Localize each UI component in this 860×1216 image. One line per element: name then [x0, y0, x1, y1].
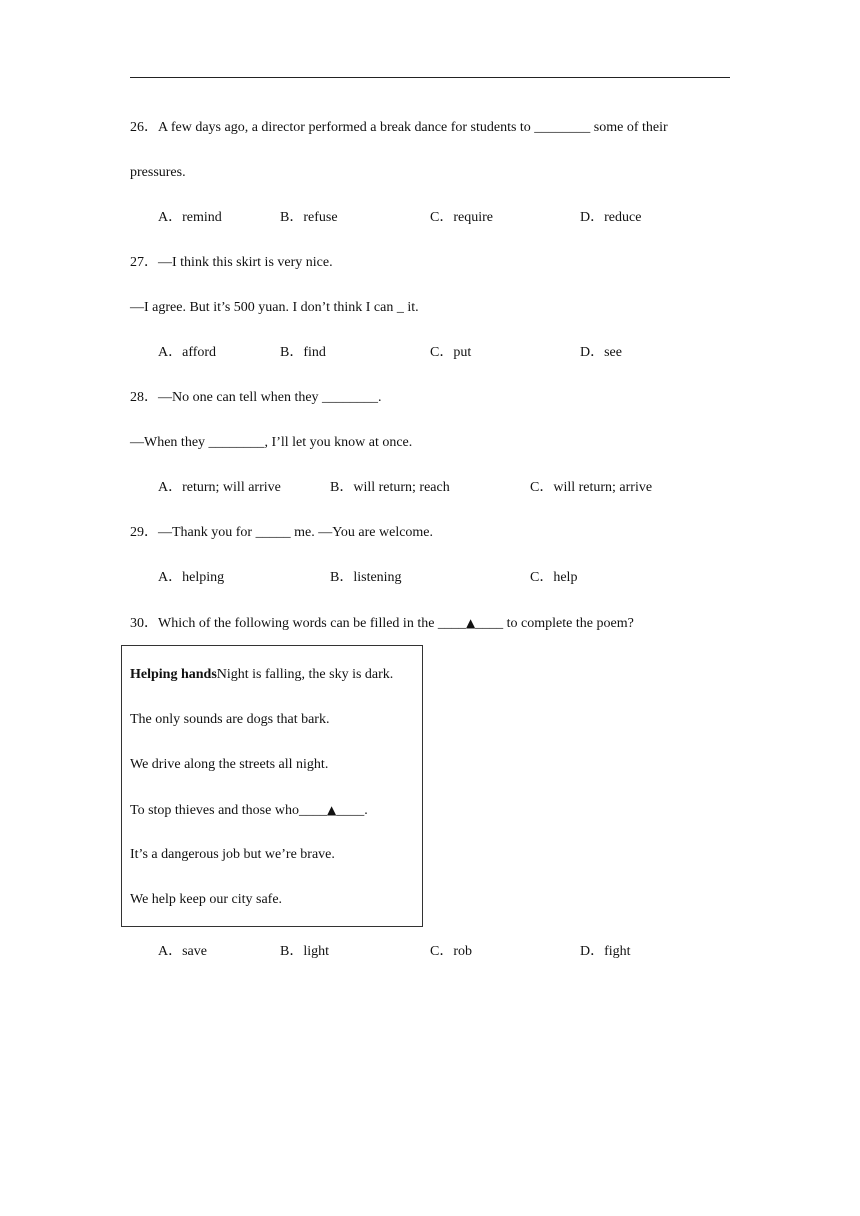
q27-stem-line1: 27．—I think this skirt is very nice.: [130, 255, 333, 270]
q30-option-d[interactable]: D．fight: [580, 944, 631, 959]
triangle-marker-icon: ▲: [465, 616, 476, 630]
q27-option-b[interactable]: B．find: [280, 345, 326, 360]
q30-option-b[interactable]: B．light: [280, 944, 330, 959]
q26-stem-line1: 26．A few days ago, a director performed a break dance for students to ________ some of their: [130, 120, 668, 135]
q28-option-c[interactable]: C．will return; arrive: [530, 480, 653, 495]
poem-line2: The only sounds are dogs that bark.: [130, 712, 330, 727]
poem-line3: We drive along the streets all night.: [130, 757, 329, 772]
header-rule: [130, 77, 730, 78]
q26-option-b[interactable]: B．refuse: [280, 210, 338, 225]
q29-option-a[interactable]: A．helping: [158, 570, 225, 585]
q30-stem-line1: [130, 614, 634, 633]
poem-line4-before: To stop thieves and those who____: [130, 803, 327, 818]
q27-stem-line2: —I agree. But it’s 500 yuan. I don’t think I can _ it.: [130, 300, 419, 315]
q28-stem-line1: 28．—No one can tell when they ________.: [130, 390, 382, 405]
poem-line4-after: ____.: [336, 803, 368, 818]
q28-option-a[interactable]: A．return; will arrive: [158, 480, 281, 495]
poem-box: [121, 645, 423, 927]
triangle-marker-icon: ▲: [326, 803, 337, 817]
q30-stem-before: 30．Which of the following words can be filled in the ____: [130, 616, 466, 631]
poem-line1: [130, 666, 393, 684]
q29-stem-line1: 29．—Thank you for _____ me. —You are welcome.: [130, 525, 434, 540]
poem-title: Helping hands: [130, 667, 217, 682]
q27-option-a[interactable]: A．afford: [158, 345, 217, 360]
q29-option-c[interactable]: C．help: [530, 570, 578, 585]
poem-line1-text: Night is falling, the sky is dark.: [216, 667, 394, 682]
q28-stem-line2: —When they ________, I’ll let you know at once.: [130, 435, 413, 450]
q27-option-c[interactable]: C．put: [430, 345, 472, 360]
q27-option-d[interactable]: D．see: [580, 345, 622, 360]
poem-line6: We help keep our city safe.: [130, 892, 283, 907]
q30-option-c[interactable]: C．rob: [430, 944, 472, 959]
q30-stem-after: ____ to complete the poem?: [475, 616, 634, 631]
q30-option-a[interactable]: A．save: [158, 944, 207, 959]
q26-option-c[interactable]: C．require: [430, 210, 493, 225]
poem-line5: It’s a dangerous job but we’re brave.: [130, 847, 335, 862]
q26-stem-line2: pressures.: [130, 165, 186, 180]
q26-option-d[interactable]: D．reduce: [580, 210, 642, 225]
q29-option-b[interactable]: B．listening: [330, 570, 402, 585]
q26-option-a[interactable]: A．remind: [158, 210, 222, 225]
poem-line4: [130, 801, 368, 820]
q28-option-b[interactable]: B．will return; reach: [330, 480, 450, 495]
